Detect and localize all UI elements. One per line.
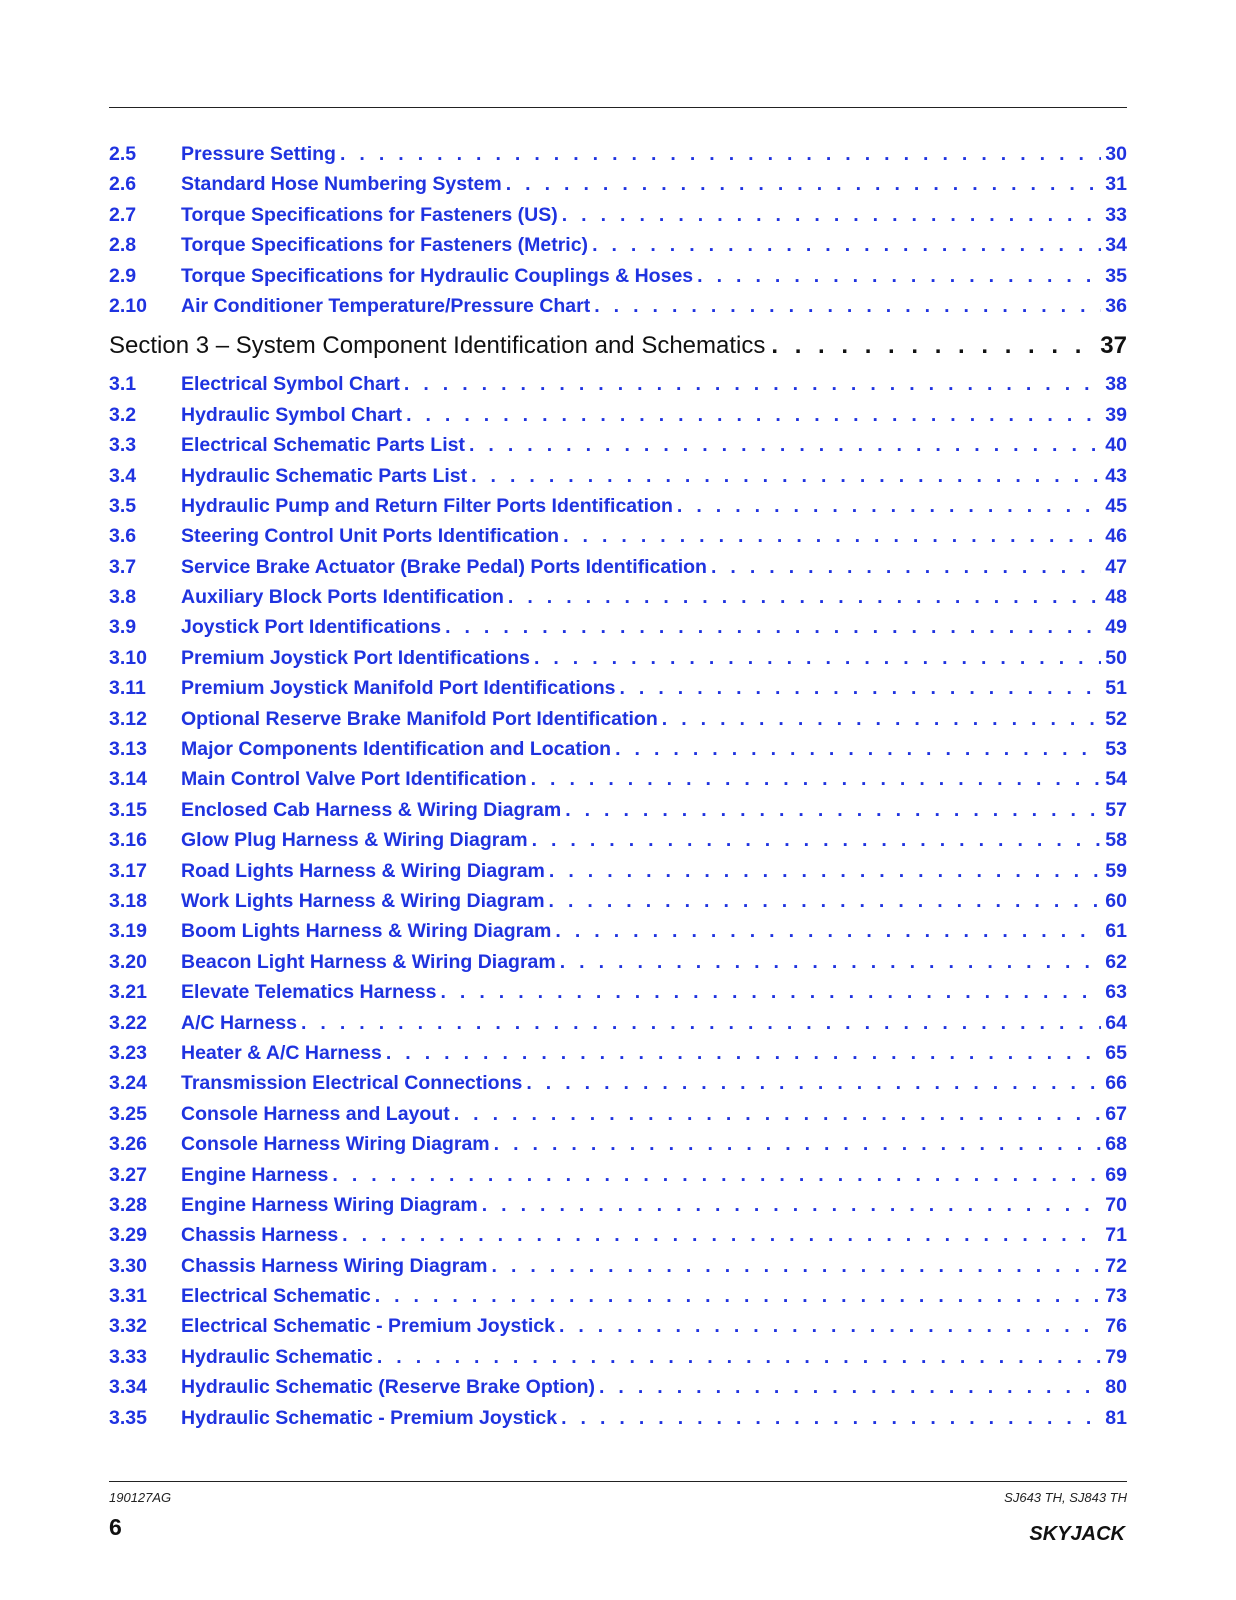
toc-entry-number: 2.8: [109, 234, 137, 257]
dot-leader: [508, 582, 1101, 612]
toc-entry-title: Hydraulic Symbol Chart: [181, 403, 403, 426]
dot-leader: [492, 1251, 1102, 1281]
dot-leader: [386, 1038, 1101, 1068]
toc-entry-title: Engine Harness: [181, 1163, 329, 1186]
toc-entry-number: 3.4: [109, 464, 137, 487]
toc-entry-page: 52: [1105, 707, 1127, 730]
toc-entry-number: 2.6: [109, 173, 137, 196]
dot-leader: [599, 1372, 1101, 1402]
dot-leader: [332, 1160, 1101, 1190]
toc-entry[interactable]: [109, 1251, 1127, 1281]
toc-entry-title: Air Conditioner Temperature/Pressure Chart: [181, 294, 591, 317]
dot-leader: [340, 139, 1101, 169]
toc-entry[interactable]: [109, 1311, 1127, 1341]
dot-leader: [531, 764, 1102, 794]
toc-entry-title: Electrical Schematic: [181, 1285, 371, 1308]
toc-entry[interactable]: [109, 1038, 1127, 1068]
dot-leader: [771, 323, 1094, 369]
toc-entry[interactable]: [109, 704, 1127, 734]
toc-entry-number: 3.13: [109, 738, 147, 761]
toc-entry-number: 2.9: [109, 264, 137, 287]
dot-leader: [562, 200, 1102, 230]
toc-entry-title: Enclosed Cab Harness & Wiring Diagram: [181, 798, 562, 821]
toc-entry-title: Premium Joystick Port Identifications: [181, 646, 530, 669]
toc-entry-page: 62: [1105, 950, 1127, 973]
toc-entry-number: 3.2: [109, 403, 137, 426]
section-title: Section 3 – System Component Identification and Schematics: [109, 332, 766, 360]
toc-entry-page: 53: [1105, 738, 1127, 761]
toc-entry-number: 3.6: [109, 525, 137, 548]
toc-entry-page: 43: [1105, 464, 1127, 487]
toc-entry-page: 54: [1105, 768, 1127, 791]
toc-entry-page: 35: [1105, 264, 1127, 287]
toc-entry-number: 3.29: [109, 1224, 147, 1247]
toc-entry[interactable]: [109, 491, 1127, 521]
toc-entry[interactable]: [109, 552, 1127, 582]
toc-entry[interactable]: [109, 369, 1127, 399]
toc-entry[interactable]: [109, 230, 1127, 260]
toc-entry-number: 3.19: [109, 920, 147, 943]
toc-entry-number: 3.16: [109, 829, 147, 852]
toc-entry-page: 70: [1105, 1193, 1127, 1216]
dot-leader: [555, 916, 1101, 946]
footer-rule: [109, 1481, 1127, 1482]
dot-leader: [697, 261, 1101, 291]
dot-leader: [469, 430, 1101, 460]
toc-entry-title: Console Harness Wiring Diagram: [181, 1133, 490, 1156]
toc-entry[interactable]: [109, 1372, 1127, 1402]
toc-entry-page: 48: [1105, 586, 1127, 609]
toc-entry-title: Beacon Light Harness & Wiring Diagram: [181, 950, 556, 973]
dot-leader: [377, 1342, 1101, 1372]
dot-leader: [506, 169, 1102, 199]
toc-entry[interactable]: [109, 400, 1127, 430]
toc-entry-page: 39: [1105, 403, 1127, 426]
toc-entry[interactable]: [109, 169, 1127, 199]
dot-leader: [342, 1220, 1101, 1250]
toc-entry-page: 33: [1105, 203, 1127, 226]
dot-leader: [563, 521, 1101, 551]
toc-entry-title: Torque Specifications for Fasteners (US): [181, 203, 558, 226]
toc-entry-page: 64: [1105, 1011, 1127, 1034]
toc-entry-page: 51: [1105, 677, 1127, 700]
toc-entry-page: 59: [1105, 859, 1127, 882]
toc-entry-page: 79: [1105, 1345, 1127, 1368]
model-number: SJ643 TH, SJ843 TH: [1004, 1490, 1127, 1505]
dot-leader: [534, 643, 1101, 673]
toc-entry-page: 31: [1105, 173, 1127, 196]
toc-entry[interactable]: [109, 261, 1127, 291]
toc-entry-number: 2.10: [109, 294, 147, 317]
dot-leader: [549, 856, 1101, 886]
toc-entry[interactable]: [109, 1403, 1127, 1433]
toc-entry-number: 3.33: [109, 1345, 147, 1368]
toc-entry-title: Pressure Setting: [181, 143, 336, 165]
toc-entry[interactable]: [109, 825, 1127, 855]
toc-entry-page: 61: [1105, 920, 1127, 943]
toc-entry-number: 3.22: [109, 1011, 147, 1034]
toc-entry-title: A/C Harness: [181, 1011, 297, 1034]
toc-entry[interactable]: [109, 734, 1127, 764]
toc-entry-title: Auxiliary Block Ports Identification: [181, 586, 504, 609]
toc-entry-number: 3.1: [109, 373, 137, 396]
toc-entry[interactable]: [109, 977, 1127, 1007]
toc-entry[interactable]: [109, 856, 1127, 886]
toc-entry[interactable]: [109, 795, 1127, 825]
toc-entry-title: Hydraulic Schematic Parts List: [181, 464, 468, 487]
toc-entry-number: 3.23: [109, 1041, 147, 1064]
dot-leader: [471, 461, 1101, 491]
toc-entry-page: 50: [1105, 646, 1127, 669]
toc-section-2-entries: [109, 139, 1127, 321]
toc-entry[interactable]: [109, 1220, 1127, 1250]
toc-entry-number: 3.3: [109, 434, 137, 457]
toc-entry-title: Torque Specifications for Hydraulic Couplings & Hoses: [181, 264, 694, 287]
toc-entry-page: 68: [1105, 1133, 1127, 1156]
toc-entry[interactable]: [109, 1008, 1127, 1038]
toc-entry-title: Transmission Electrical Connections: [181, 1072, 523, 1095]
toc-entry[interactable]: [109, 461, 1127, 491]
dot-leader: [404, 369, 1101, 399]
toc-entry[interactable]: [109, 1129, 1127, 1159]
header-rule: [109, 107, 1127, 108]
toc-entry-number: 3.18: [109, 889, 147, 912]
toc-entry-number: 3.26: [109, 1133, 147, 1156]
toc-entry-title: Hydraulic Schematic (Reserve Brake Option): [181, 1376, 595, 1399]
dot-leader: [482, 1190, 1102, 1220]
toc-entry[interactable]: [109, 916, 1127, 946]
dot-leader: [445, 612, 1101, 642]
toc-entry[interactable]: [109, 521, 1127, 551]
toc-entry-title: Standard Hose Numbering System: [181, 173, 502, 196]
document-code: 190127AG: [109, 1490, 172, 1505]
toc-entry-page: 66: [1105, 1072, 1127, 1095]
toc-entry-page: 81: [1105, 1406, 1127, 1429]
toc-entry-title: Torque Specifications for Fasteners (Metric): [181, 234, 589, 257]
toc-entry[interactable]: [109, 291, 1127, 321]
toc-entry[interactable]: [109, 1281, 1127, 1311]
skyjack-logo: [987, 1520, 1127, 1544]
toc-entry-number: 3.27: [109, 1163, 147, 1186]
toc-entry-title: Optional Reserve Brake Manifold Port Identification: [181, 707, 658, 730]
toc-entry-number: 3.30: [109, 1254, 147, 1277]
table-of-contents: [109, 139, 1127, 1433]
toc-entry-page: 76: [1105, 1315, 1127, 1338]
dot-leader: [560, 947, 1102, 977]
section-page: 37: [1100, 332, 1127, 360]
toc-entry-title: Hydraulic Schematic: [181, 1345, 373, 1368]
toc-entry-number: 3.34: [109, 1376, 147, 1399]
toc-entry-number: 3.17: [109, 859, 147, 882]
toc-entry-title: Premium Joystick Manifold Port Identifications: [181, 677, 616, 700]
toc-entry-number: 3.28: [109, 1193, 147, 1216]
dot-leader: [594, 291, 1101, 321]
logo-wordmark: SKYJACK: [1029, 1523, 1125, 1544]
toc-entry[interactable]: [109, 673, 1127, 703]
toc-entry-title: Glow Plug Harness & Wiring Diagram: [181, 829, 528, 852]
toc-entry-page: 34: [1105, 234, 1127, 257]
toc-entry-number: 2.7: [109, 203, 137, 226]
toc-entry-title: Major Components Identification and Location: [181, 738, 612, 761]
toc-entry-number: 3.7: [109, 555, 137, 578]
toc-entry[interactable]: [109, 764, 1127, 794]
toc-entry-page: 67: [1105, 1102, 1127, 1125]
toc-entry[interactable]: [109, 643, 1127, 673]
toc-entry-title: Electrical Symbol Chart: [181, 373, 400, 396]
toc-entry-title: Main Control Valve Port Identification: [181, 768, 527, 791]
toc-entry-page: 57: [1105, 798, 1127, 821]
toc-entry-number: 3.5: [109, 494, 137, 517]
toc-entry-title: Chassis Harness: [181, 1224, 339, 1247]
toc-entry[interactable]: [109, 430, 1127, 460]
toc-entry[interactable]: [109, 139, 1127, 169]
toc-entry-page: 30: [1105, 143, 1127, 165]
toc-entry-title: Boom Lights Harness & Wiring Diagram: [181, 920, 552, 943]
dot-leader: [454, 1099, 1102, 1129]
toc-entry-page: 80: [1105, 1376, 1127, 1399]
toc-entry-page: 38: [1105, 373, 1127, 396]
toc-entry-number: 3.21: [109, 981, 147, 1004]
toc-entry-number: 3.9: [109, 616, 137, 639]
toc-entry-number: 3.15: [109, 798, 147, 821]
toc-entry-page: 73: [1105, 1285, 1127, 1308]
toc-entry[interactable]: [109, 200, 1127, 230]
dot-leader: [532, 825, 1102, 855]
dot-leader: [301, 1008, 1101, 1038]
toc-entry[interactable]: [109, 886, 1127, 916]
toc-entry-number: 3.11: [109, 677, 146, 700]
toc-entry-title: Service Brake Actuator (Brake Pedal) Ports Identification: [181, 555, 707, 578]
toc-entry-page: 40: [1105, 434, 1127, 457]
toc-entry[interactable]: [109, 612, 1127, 642]
toc-entry-title: Console Harness and Layout: [181, 1102, 450, 1125]
toc-entry-page: 63: [1105, 981, 1127, 1004]
toc-section-heading[interactable]: [109, 321, 1127, 369]
toc-entry-number: 3.32: [109, 1315, 147, 1338]
toc-entry-title: Work Lights Harness & Wiring Diagram: [181, 889, 545, 912]
dot-leader: [677, 491, 1101, 521]
toc-entry-number: 3.20: [109, 950, 147, 973]
toc-entry-title: Steering Control Unit Ports Identification: [181, 525, 560, 548]
toc-entry-page: 69: [1105, 1163, 1127, 1186]
toc-entry-page: 58: [1105, 829, 1127, 852]
toc-entry-title: Electrical Schematic - Premium Joystick: [181, 1315, 555, 1338]
dot-leader: [375, 1281, 1102, 1311]
dot-leader: [559, 1311, 1101, 1341]
toc-entry-page: 36: [1105, 294, 1127, 317]
toc-entry-title: Hydraulic Pump and Return Filter Ports Identification: [181, 494, 673, 517]
toc-entry-page: 60: [1105, 889, 1127, 912]
toc-entry-number: 3.10: [109, 646, 147, 669]
dot-leader: [711, 552, 1101, 582]
toc-entry-title: Joystick Port Identifications: [181, 616, 442, 639]
toc-entry-number: 3.12: [109, 707, 147, 730]
dot-leader: [440, 977, 1101, 1007]
toc-entry-title: Road Lights Harness & Wiring Diagram: [181, 859, 545, 882]
toc-entry-title: Electrical Schematic Parts List: [181, 434, 465, 457]
dot-leader: [615, 734, 1101, 764]
toc-entry-number: 3.14: [109, 768, 147, 791]
toc-entry-number: 3.8: [109, 586, 137, 609]
toc-entry-title: Elevate Telematics Harness: [181, 981, 437, 1004]
toc-entry[interactable]: [109, 1099, 1127, 1129]
toc-entry[interactable]: [109, 1342, 1127, 1372]
dot-leader: [494, 1129, 1102, 1159]
toc-entry-page: 45: [1105, 494, 1127, 517]
dot-leader: [526, 1068, 1101, 1098]
toc-entry-page: 46: [1105, 525, 1127, 548]
dot-leader: [549, 886, 1102, 916]
toc-entry[interactable]: [109, 1068, 1127, 1098]
toc-entry[interactable]: [109, 1190, 1127, 1220]
toc-entry-page: 71: [1105, 1224, 1127, 1247]
toc-entry[interactable]: [109, 947, 1127, 977]
dot-leader: [406, 400, 1101, 430]
dot-leader: [662, 704, 1102, 734]
dot-leader: [565, 795, 1101, 825]
toc-entry-title: Chassis Harness Wiring Diagram: [181, 1254, 488, 1277]
dot-leader: [592, 230, 1101, 260]
dot-leader: [620, 673, 1102, 703]
page-number: 6: [109, 1514, 122, 1540]
toc-entry-page: 72: [1105, 1254, 1127, 1277]
toc-entry-title: Hydraulic Schematic - Premium Joystick: [181, 1406, 558, 1429]
toc-entry[interactable]: [109, 582, 1127, 612]
toc-entry-number: 2.5: [109, 143, 137, 165]
toc-entry[interactable]: [109, 1160, 1127, 1190]
toc-entry-number: 3.31: [109, 1285, 147, 1308]
toc-entry-page: 47: [1105, 555, 1127, 578]
toc-entry-title: Engine Harness Wiring Diagram: [181, 1193, 478, 1216]
toc-entry-number: 3.25: [109, 1102, 147, 1125]
toc-entry-number: 3.24: [109, 1072, 147, 1095]
toc-section-3-entries: [109, 369, 1127, 1433]
toc-entry-title: Heater & A/C Harness: [181, 1041, 382, 1064]
dot-leader: [561, 1403, 1101, 1433]
toc-entry-number: 3.35: [109, 1406, 147, 1429]
toc-entry-page: 65: [1105, 1041, 1127, 1064]
toc-entry-page: 49: [1105, 616, 1127, 639]
